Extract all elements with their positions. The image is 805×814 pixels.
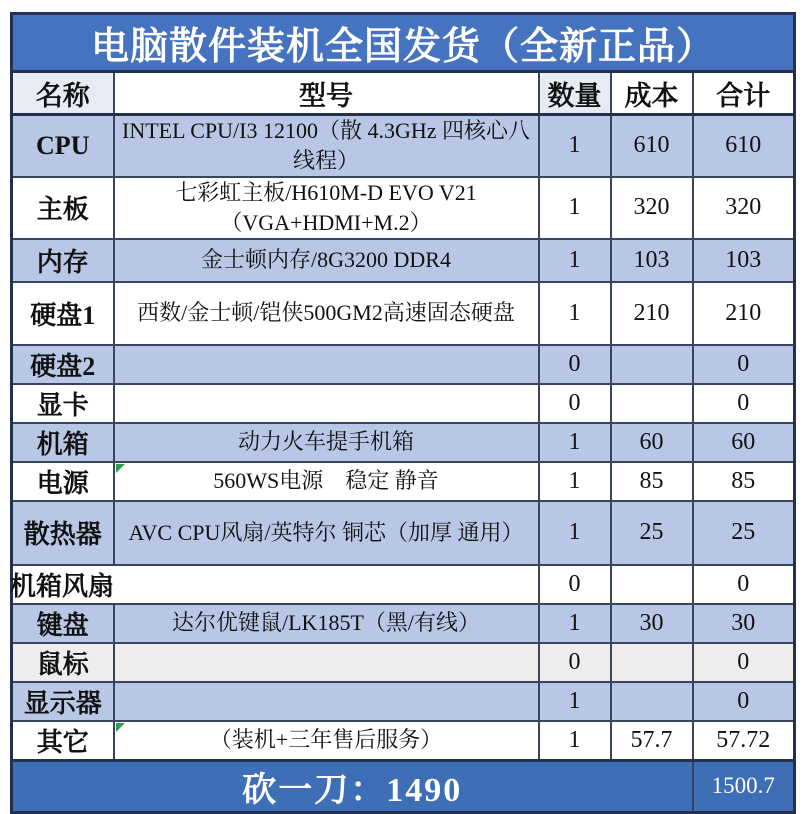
item-model-cell: INTEL CPU/I3 12100（散 4.3GHz 四核心八线程） bbox=[114, 115, 539, 177]
table-row-disk2 bbox=[12, 345, 795, 384]
table-row-psu bbox=[12, 462, 795, 501]
item-model-cell: AVC CPU风扇/英特尔 铜芯（加厚 通用） bbox=[114, 501, 539, 565]
item-qty-cell: 1 bbox=[539, 239, 611, 282]
item-model-cell: 动力火车提手机箱 bbox=[114, 423, 539, 462]
item-name-text: 机箱风扇 bbox=[10, 571, 115, 601]
item-qty-cell: 1 bbox=[539, 423, 611, 462]
table-row-other bbox=[12, 721, 795, 761]
item-total-cell: 0 bbox=[693, 345, 795, 384]
table-row-motherboard bbox=[12, 177, 795, 239]
item-model-cell: 金士顿内存/8G3200 DDR4 bbox=[114, 239, 539, 282]
item-cost-cell bbox=[611, 682, 693, 721]
item-qty-cell: 1 bbox=[539, 721, 611, 761]
item-cost-cell: 210 bbox=[611, 282, 693, 345]
item-cost-cell: 57.7 bbox=[611, 721, 693, 761]
item-cost-cell bbox=[611, 345, 693, 384]
item-cost-cell: 320 bbox=[611, 177, 693, 239]
table-row-memory bbox=[12, 239, 795, 282]
table-row-gpu bbox=[12, 384, 795, 423]
header-model: 型号 bbox=[114, 72, 539, 115]
error-marker-icon bbox=[116, 723, 125, 732]
item-qty-cell: 0 bbox=[539, 345, 611, 384]
item-model-cell: 七彩虹主板/H610M-D EVO V21 （VGA+HDMI+M.2） bbox=[114, 177, 539, 239]
item-qty-cell: 1 bbox=[539, 682, 611, 721]
error-marker-icon bbox=[116, 464, 125, 473]
table-row-keyboard bbox=[12, 604, 795, 643]
item-total-cell: 103 bbox=[693, 239, 795, 282]
item-name-cell: 电源 bbox=[12, 462, 114, 501]
item-name-cell: 散热器 bbox=[12, 501, 114, 565]
item-name-cell: 其它 bbox=[12, 721, 114, 761]
item-total-cell: 0 bbox=[693, 565, 795, 604]
item-model-cell bbox=[114, 462, 539, 501]
item-total-cell: 210 bbox=[693, 282, 795, 345]
table-row-case bbox=[12, 423, 795, 462]
item-qty-cell: 1 bbox=[539, 282, 611, 345]
item-cost-cell: 25 bbox=[611, 501, 693, 565]
item-model-cell: 达尔优键鼠/LK185T（黑/有线） bbox=[114, 604, 539, 643]
item-qty-cell: 1 bbox=[539, 604, 611, 643]
item-model-cell: 西数/金士顿/铠侠500GM2高速固态硬盘 bbox=[114, 282, 539, 345]
item-qty-cell: 0 bbox=[539, 384, 611, 423]
item-cost-cell: 610 bbox=[611, 115, 693, 177]
item-name-cell: 机箱 bbox=[12, 423, 114, 462]
item-name-cell: 鼠标 bbox=[12, 643, 114, 682]
header-cost: 成本 bbox=[611, 72, 693, 115]
header-qty: 数量 bbox=[539, 72, 611, 115]
item-total-cell: 85 bbox=[693, 462, 795, 501]
footer-row bbox=[12, 760, 795, 812]
item-qty-cell: 0 bbox=[539, 643, 611, 682]
item-qty-cell: 0 bbox=[539, 565, 611, 604]
item-total-cell: 30 bbox=[693, 604, 795, 643]
page-title: 电脑散件装机全国发货（全新正品） bbox=[12, 14, 795, 72]
header-total: 合计 bbox=[693, 72, 795, 115]
item-model-cell bbox=[114, 643, 539, 682]
item-qty-cell: 1 bbox=[539, 115, 611, 177]
deal-price-label: 砍一刀：1490 bbox=[12, 760, 693, 812]
item-name-cell bbox=[12, 565, 114, 604]
grand-total-value: 1500.7 bbox=[693, 760, 795, 812]
item-model-cell bbox=[114, 721, 539, 761]
table-row-cooler bbox=[12, 501, 795, 565]
item-qty-cell: 1 bbox=[539, 177, 611, 239]
table-row-monitor bbox=[12, 682, 795, 721]
item-name-cell: 主板 bbox=[12, 177, 114, 239]
table-header-row bbox=[12, 72, 795, 115]
item-cost-cell bbox=[611, 384, 693, 423]
item-name-cell: 内存 bbox=[12, 239, 114, 282]
header-name: 名称 bbox=[12, 72, 114, 115]
item-model-cell bbox=[114, 384, 539, 423]
item-cost-cell: 103 bbox=[611, 239, 693, 282]
item-total-cell: 0 bbox=[693, 682, 795, 721]
item-total-cell: 610 bbox=[693, 115, 795, 177]
item-cost-cell: 60 bbox=[611, 423, 693, 462]
item-cost-cell bbox=[611, 565, 693, 604]
item-cost-cell bbox=[611, 643, 693, 682]
item-name-cell: 显示器 bbox=[12, 682, 114, 721]
table-row-disk1 bbox=[12, 282, 795, 345]
item-name-cell: 键盘 bbox=[12, 604, 114, 643]
item-model-text: 560WS电源 稳定 静音 bbox=[213, 468, 439, 494]
item-model-text: （装机+三年售后服务） bbox=[209, 727, 443, 753]
item-qty-cell: 1 bbox=[539, 462, 611, 501]
item-name-cell: CPU bbox=[12, 115, 114, 177]
item-name-cell: 硬盘1 bbox=[12, 282, 114, 345]
title-row bbox=[12, 14, 795, 72]
table-row-cpu bbox=[12, 115, 795, 177]
item-name-cell: 显卡 bbox=[12, 384, 114, 423]
item-total-cell: 0 bbox=[693, 643, 795, 682]
item-total-cell: 320 bbox=[693, 177, 795, 239]
item-qty-cell: 1 bbox=[539, 501, 611, 565]
price-sheet bbox=[10, 12, 796, 809]
item-cost-cell: 30 bbox=[611, 604, 693, 643]
item-model-cell bbox=[114, 565, 539, 604]
item-model-cell bbox=[114, 682, 539, 721]
table-row-mouse bbox=[12, 643, 795, 682]
item-name-cell: 硬盘2 bbox=[12, 345, 114, 384]
item-cost-cell: 85 bbox=[611, 462, 693, 501]
table-row-case-fan bbox=[12, 565, 795, 604]
item-total-cell: 0 bbox=[693, 384, 795, 423]
item-total-cell: 60 bbox=[693, 423, 795, 462]
item-model-cell bbox=[114, 345, 539, 384]
parts-price-table bbox=[10, 12, 796, 814]
item-total-cell: 25 bbox=[693, 501, 795, 565]
item-total-cell: 57.72 bbox=[693, 721, 795, 761]
